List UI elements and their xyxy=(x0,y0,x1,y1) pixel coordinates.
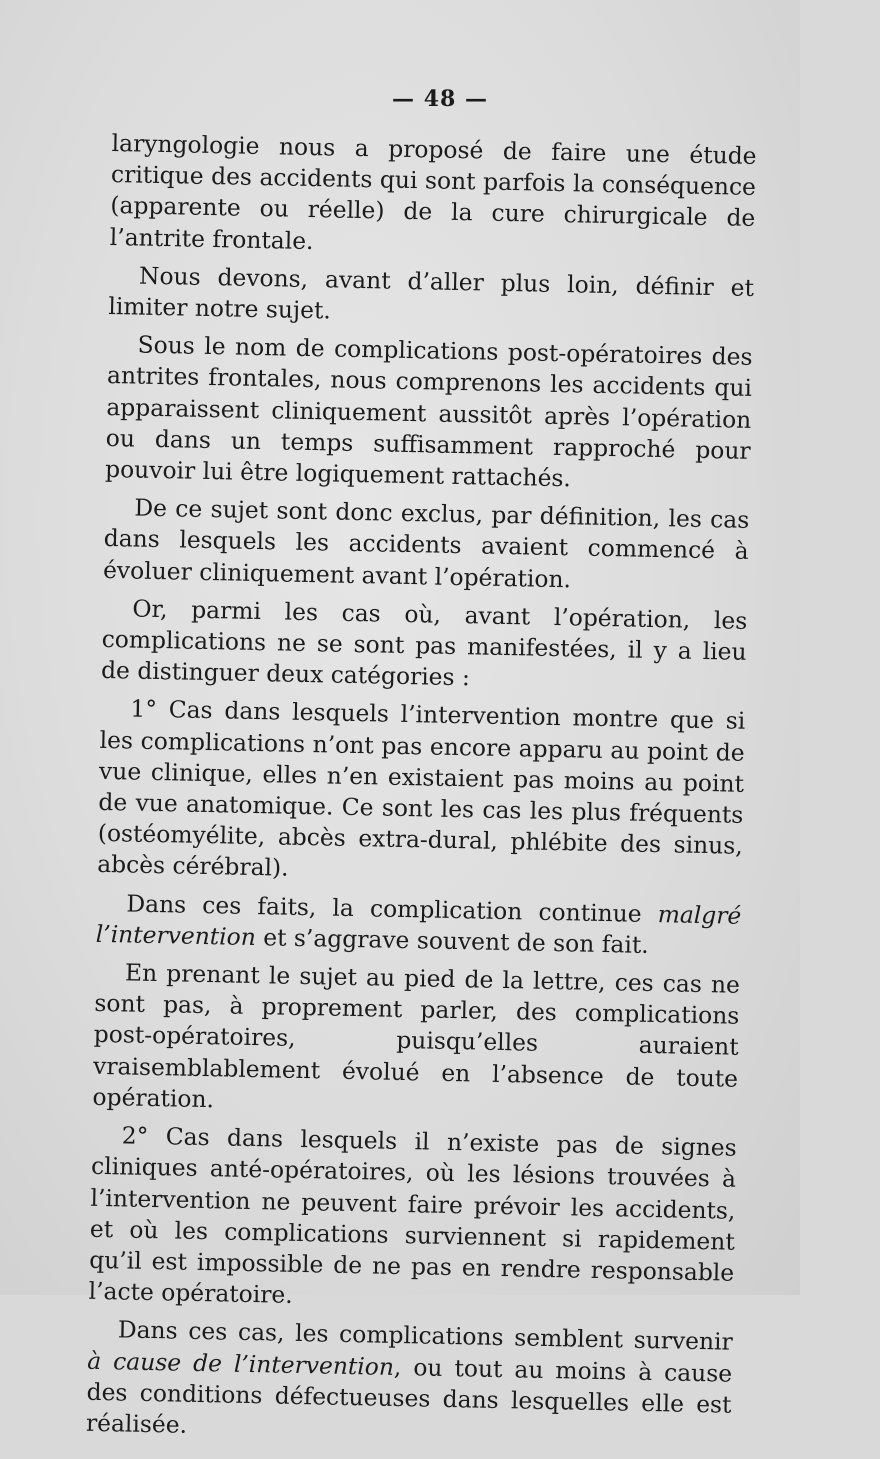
paragraph-7-text-start: Dans ces faits, la complication continue xyxy=(126,889,659,928)
paragraph-9: 2° Cas dans lesquels il n’existe pas de signes cliniques anté-opératoires, où les lésions trouvées à l’intervention ne peuvent faire prévoir les accidents, et où les complications surviennent si rapidement qu’il est impossible de ne pas en rendre responsable l’acte opératoire. xyxy=(88,1121,737,1309)
paragraph-8: En prenant le sujet au pied de la lettre, ces cas ne sont pas, à proprement parler, des complications post-opératoires, puisqu’elles auraient vraisemblablement évolué en l’absence de toute opération. xyxy=(92,958,741,1114)
page-number: — 48 — xyxy=(392,86,488,112)
paragraph-1: laryngologie nous a proposé de faire une étude critique des accidents qui sont parfois la conséquence (apparente ou réelle) de la cure chirurgicale de l’antrite frontale. xyxy=(109,128,757,255)
paragraph-4: De ce sujet sont donc exclus, par définition, les cas dans lesquels les accidents avaient commencé à évoluer cliniquement avant l’opération. xyxy=(102,493,750,593)
paragraph-6: 1° Cas dans lesquels l’intervention montre que si les complications n’ont pas encore apparu au point de vue clinique, elles n’en existaient pas moins au point de vue anatomique. Ce sont les cas les plus fréquents (ostéomyélite, abcès extra-dural, phlébite des sinus, abcès cérébral). xyxy=(96,694,746,883)
paragraph-10-text-end: , ou tout au moins à cause des conditions défectueuses dans lesquelles elle est réalisée. xyxy=(85,1352,733,1439)
paragraph-10 xyxy=(86,1314,733,1452)
paragraph-10-italic: à cause de l’intervention xyxy=(86,1346,395,1381)
paragraph-2: Nous devons, avant d’aller plus loin, définir et limiter notre sujet. xyxy=(108,261,755,325)
paragraph-7 xyxy=(96,888,742,963)
body-text xyxy=(86,128,757,1459)
paragraph-3: Sous le nom de complications post-opératoires des antrites frontales, nous comprenons les accidents qui apparaissent cliniquement aussitôt après l’opération ou dans un temps suffisamment rapproché pour pouvoir lui être logiquement rattachés. xyxy=(104,330,753,493)
paragraph-10-text-start: Dans ces cas, les complications semblent survenir xyxy=(117,1315,734,1357)
paragraph-7-italic: malgré l’intervention xyxy=(95,899,742,951)
paragraph-5: Or, parmi les cas où, avant l’opération, les complications ne se sont pas manifestées, il y a lieu de distinguer deux catégories : xyxy=(100,594,748,692)
paragraph-7-text-end: et s’aggrave souvent de son fait. xyxy=(255,922,649,959)
